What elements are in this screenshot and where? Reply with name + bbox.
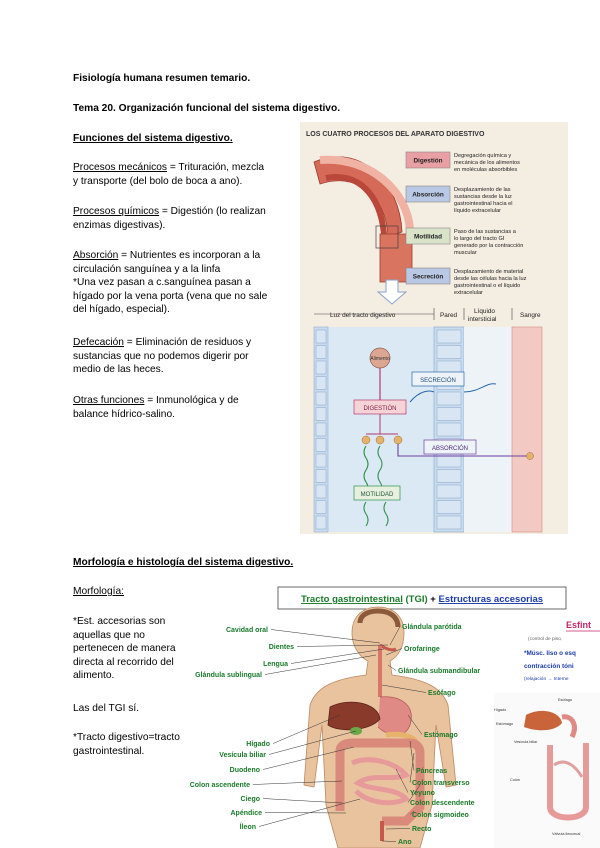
wall-cell: [316, 470, 326, 483]
process-description: Paso de las sustancias a: [454, 229, 516, 235]
paragraph-tracto: *Tracto digestivo=tracto gastrointestinal.: [73, 732, 180, 757]
section-heading-funciones: Funciones del sistema digestivo.: [73, 133, 233, 144]
nutrient-particle: [376, 436, 384, 444]
wall-cell: [316, 485, 326, 498]
term-quimicos: Procesos químicos: [73, 206, 160, 217]
wall-cell: [437, 330, 461, 343]
thumb-label-liver: Hígado: [494, 708, 507, 712]
anatomy-label-right: Orofaringe: [404, 646, 440, 653]
wall-cell: [316, 516, 326, 529]
blood-vessel: [512, 327, 542, 532]
secrecion-box-label: SECRECIÓN: [420, 378, 456, 384]
region-blood-label: Sangre: [520, 312, 541, 319]
anatomy-label-right: Ano: [398, 839, 412, 846]
figure-four-processes: [300, 122, 568, 534]
process-name: Digestión: [413, 157, 443, 165]
process-description: generado por la contracción: [454, 243, 524, 249]
paragraph-defecacion: Defecación = Eliminación de residuos y sustancias que no podemos digerir por medio de las heces.: [73, 337, 252, 376]
process-name: Motilidad: [413, 233, 443, 241]
thumb-label-valve: Válvula ileocecal: [552, 832, 581, 836]
wall-cell: [316, 330, 326, 343]
paragraph-otras: Otras funciones = Inmunológica y de balance hídrico-salino.: [73, 395, 239, 420]
subheading-morfologia: Morfología:: [73, 586, 124, 597]
process-description: desde las células hacia la luz: [454, 276, 527, 282]
process-description: gastrointestinal hacia el: [454, 201, 513, 207]
anatomy-label-right: Estómago: [424, 732, 458, 739]
motilidad-box-label: MOTILIDAD: [360, 492, 394, 498]
wall-cell: [437, 392, 461, 405]
region-interstitial-label-1: Líquido: [474, 308, 495, 315]
region-lumen-label: Luz del tracto digestivo: [330, 312, 396, 319]
wall-cell: [316, 454, 326, 467]
side-panel-title: Esfint: [566, 620, 592, 630]
paragraph-quimicos: Procesos químicos = Digestión (lo realizan enzimas digestivas).: [73, 206, 266, 231]
wall-cell: [437, 470, 461, 483]
term-defecacion: Defecación: [73, 337, 124, 348]
term-mecanicos: Procesos mecánicos: [73, 162, 167, 173]
process-description: gastrointestinal o el líquido: [454, 283, 521, 289]
process-description: extracelular: [454, 290, 483, 296]
wall-cell: [316, 392, 326, 405]
anatomy-label-right: Colon sigmoideo: [412, 812, 469, 819]
anatomy-label-left: Dientes: [268, 644, 294, 651]
anatomy-label-right: Yeyuno: [410, 790, 435, 797]
process-description: sustancias desde la luz: [454, 194, 512, 200]
absorbed-nutrient: [527, 453, 534, 460]
section-heading-morfologia: Morfología e histología del sistema digestivo.: [73, 557, 294, 568]
process-description: líquido extracelular: [454, 208, 501, 214]
digestion-box-label: DIGESTIÓN: [363, 406, 397, 412]
region-wall-label: Pared: [440, 312, 458, 319]
side-panel-line-3: (relajación → Interne: [524, 677, 569, 682]
anatomy-label-right: Recto: [412, 826, 432, 833]
anatomy-label-right: Colon descendente: [410, 800, 475, 807]
side-panel-line-1: *Músc. liso o esq: [524, 650, 576, 657]
wall-cell: [316, 346, 326, 359]
anatomy-label-right: Esófago: [428, 690, 456, 697]
wall-cell: [437, 501, 461, 514]
document-course-title: Fisiología humana resumen temario.: [73, 73, 251, 84]
process-description: muscular: [454, 250, 477, 256]
anatomy-label-right: Colon transverso: [412, 780, 470, 787]
anatomy-label-left: Lengua: [263, 661, 288, 668]
process-description: en moléculas absorbibles: [454, 167, 518, 173]
term-otras: Otras funciones: [73, 395, 145, 406]
anatomy-label-right: Glándula submandibular: [398, 668, 481, 675]
side-panel-subtitle: (control de piso,: [528, 637, 563, 642]
anatomy-label-left: Vesícula biliar: [219, 752, 266, 759]
document-topic-title: Tema 20. Organización funcional del sistema digestivo.: [73, 103, 341, 114]
wall-cell: [316, 377, 326, 390]
interstitial-area: [464, 327, 512, 532]
thumb-label-esophagus: Esófago: [558, 698, 572, 702]
paragraph-tgi: Las del TGI sí.: [73, 703, 140, 714]
anatomy-label-left: Cavidad oral: [225, 627, 268, 634]
process-description: Degregación química y: [454, 153, 512, 159]
region-interstitial-label-2: intersticial: [468, 316, 497, 323]
process-description: mecánica de los alimentos: [454, 160, 520, 166]
alimento-label: Alimento: [370, 356, 390, 362]
nutrient-particle: [394, 436, 402, 444]
wall-cell: [316, 439, 326, 452]
wall-cell: [437, 485, 461, 498]
side-panel-line-2: contracción tóni: [524, 663, 574, 670]
anatomy-label-left: Hígado: [246, 741, 270, 748]
paragraph-mecanicos: Procesos mecánicos = Trituración, mezcla y transporte (del bolo de boca a ano).: [73, 162, 265, 187]
wall-cell: [437, 346, 461, 359]
figure-digestive-anatomy: [189, 585, 600, 848]
paragraph-absorcion: Absorción = Nutrientes es incorporan a la circulación sanguínea y a la linfa *Una vez pasan a c.sanguínea pasan a hígado por la vena porta (vena que no sale del hígado, especial).: [73, 250, 268, 316]
figure2-title: Tracto gastrointestinal (TGI) + Estructuras accesorias: [300, 594, 544, 605]
wall-cell: [316, 408, 326, 421]
anatomy-label-left: Colon ascendente: [189, 782, 250, 789]
anatomy-label-left: Apéndice: [230, 810, 262, 817]
wall-cell: [316, 423, 326, 436]
thumb-label-stomach: Estómago: [496, 722, 514, 726]
wall-cell: [437, 408, 461, 421]
process-description: lo largo del tracto GI: [454, 236, 505, 242]
wall-cell: [437, 423, 461, 436]
process-name: Secreción: [412, 273, 444, 281]
process-description: Desplazamiento de material: [454, 269, 524, 275]
thumb-label-colon: Colon: [510, 778, 520, 782]
anatomy-label-left: Ciego: [240, 796, 260, 803]
thumb-label-gallbladder: Vesícula biliar: [514, 740, 538, 744]
anatomy-label-right: Páncreas: [416, 768, 448, 775]
paragraph-accesorias: *Est. accesorias son aquellas que no pertenecen de manera directa al recorrido del alimento.: [73, 616, 176, 682]
term-absorcion: Absorción: [73, 250, 119, 261]
figure1-title: LOS CUATRO PROCESOS DEL APARATO DIGESTIVO: [306, 131, 485, 138]
wall-cell: [316, 501, 326, 514]
wall-cell: [316, 361, 326, 374]
process-name: Absorción: [412, 191, 444, 199]
anatomy-label-left: Duodeno: [229, 767, 260, 774]
absorcion-box-label: ABSORCIÓN: [431, 446, 469, 452]
nutrient-particle: [362, 436, 370, 444]
anatomy-label-right: Glándula parótida: [402, 624, 462, 631]
anatomy-label-left: Glándula sublingual: [195, 672, 262, 679]
wall-cell: [437, 516, 461, 529]
anatomy-label-left: Íleon: [239, 824, 256, 831]
process-description: Desplazamiento de las: [454, 187, 511, 193]
